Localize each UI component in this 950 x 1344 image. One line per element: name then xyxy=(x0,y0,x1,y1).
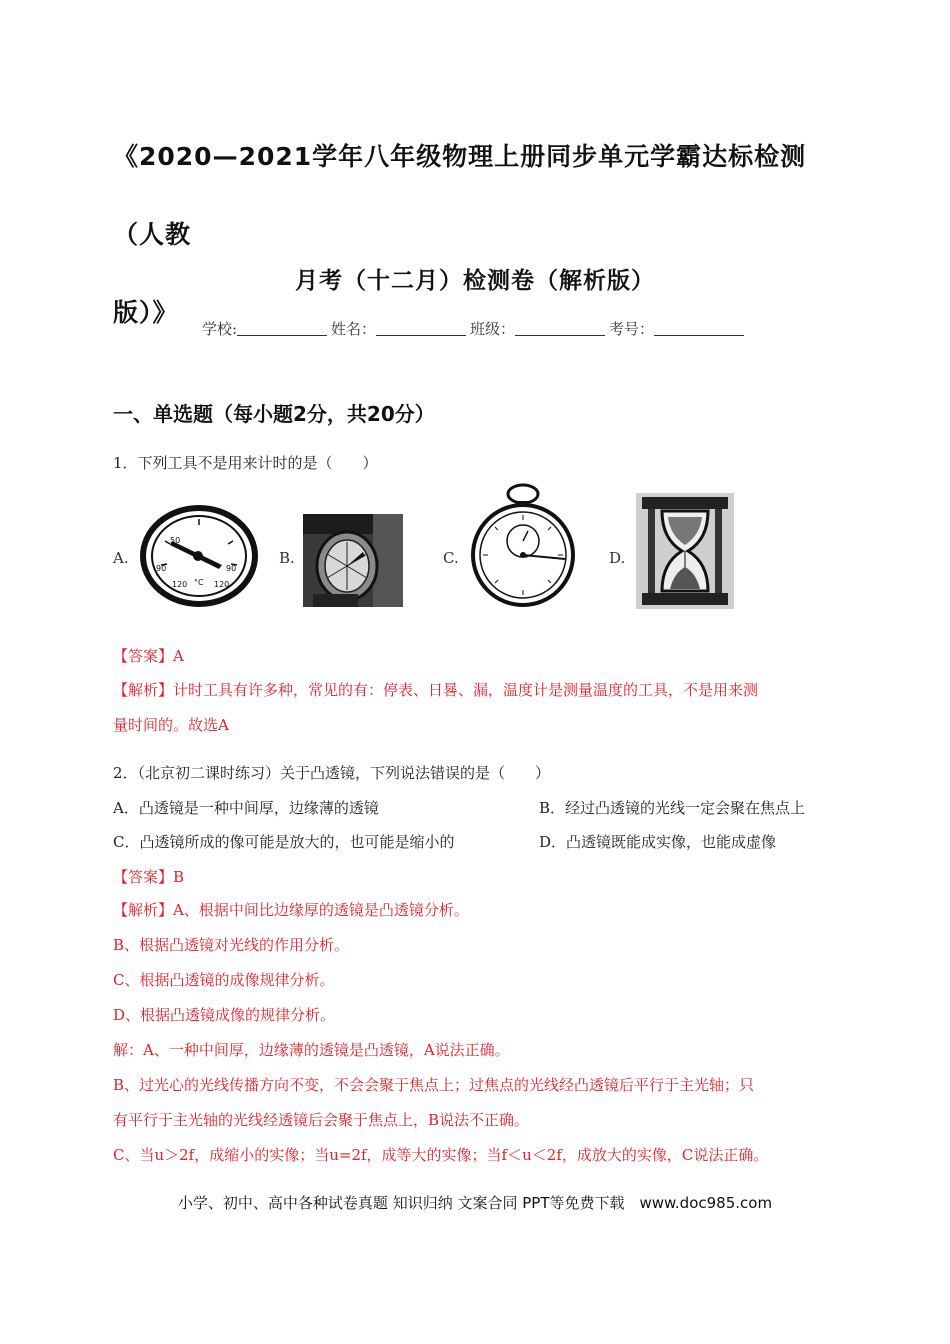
q2-option-b: B．经过凸透镜的光线一定会聚在焦点上 xyxy=(539,799,806,817)
q1-option-d-label: D. xyxy=(609,549,626,567)
document-subtitle: 月考（十二月）检测卷（解析版） xyxy=(295,268,655,294)
q1-stem: 1．下列工具不是用来计时的是（ ） xyxy=(113,454,378,472)
page-footer: 小学、初中、高中各种试卷真题 知识归纳 文案合同 PPT等免费下载 www.doc985.com xyxy=(177,1194,773,1212)
q1-option-b-label: B. xyxy=(279,549,295,567)
sundial-image xyxy=(303,514,403,607)
q2-stem: 2．（北京初二课时练习）关于凸透镜，下列说法错误的是（ ） xyxy=(113,764,551,782)
thermo-label-90-left: 90 xyxy=(156,564,167,573)
stopwatch-image xyxy=(468,483,578,607)
q1-analysis-line-1: 【解析】计时工具有许多种，常见的有：停表、日晷、漏，温度计是测量温度的工具，不是用来测 xyxy=(113,681,759,699)
q2-analysis-line: 有平行于主光轴的光线经透镜后会聚于焦点上，B说法不正确。 xyxy=(113,1111,530,1129)
q2-analysis-line: B、根据凸透镜对光线的作用分析。 xyxy=(113,936,350,954)
section-heading: 一、单选题（每小题2分，共20分） xyxy=(113,402,435,426)
q2-analysis-line: 解：A、一种中间厚，边缘薄的透镜是凸透镜，A说法正确。 xyxy=(113,1041,510,1059)
q1-analysis-line-2: 量时间的。故选A xyxy=(113,716,229,734)
exam-no-blank[interactable] xyxy=(654,321,744,336)
document-title xyxy=(113,118,843,352)
thermo-label-120-right: 120 xyxy=(214,580,230,589)
q2-analysis-line: C、当u＞2f，成缩小的实像；当u=2f，成等大的实像；当f＜u＜2f，成放大的实像，C说法正确。 xyxy=(113,1146,769,1164)
thermometer-dial-image xyxy=(140,505,258,607)
name-blank[interactable] xyxy=(376,321,466,336)
name-label: 姓名： xyxy=(331,320,377,338)
thermo-label-90-right: 90 xyxy=(226,564,237,573)
title-line-2: 版）》 xyxy=(113,298,179,327)
q2-analysis-line: D、根据凸透镜成像的规律分析。 xyxy=(113,1006,336,1024)
q2-analysis xyxy=(113,893,838,1173)
thermo-label-unit: °C xyxy=(194,578,204,587)
q2-analysis-line: B、过光心的光线传播方向不变，不会会聚于焦点上；过焦点的光线经凸透镜后平行于主光轴；只 xyxy=(113,1076,755,1094)
hourglass-image xyxy=(636,493,734,609)
exam-no-label: 考号： xyxy=(609,320,655,338)
class-blank[interactable] xyxy=(515,321,605,336)
student-info-line xyxy=(0,318,950,339)
q2-analysis-line: 【解析】A、根据中间比边缘厚的透镜是凸透镜分析。 xyxy=(113,901,469,919)
q2-option-a: A．凸透镜是一种中间厚，边缘薄的透镜 xyxy=(113,799,379,817)
q1-option-a-label: A. xyxy=(113,549,129,567)
q2-analysis-line: C、根据凸透镜的成像规律分析。 xyxy=(113,971,335,989)
q2-answer: 【答案】B xyxy=(113,868,185,886)
q1-analysis xyxy=(113,673,838,743)
school-label: 学校: xyxy=(201,320,237,338)
q1-option-c-label: C. xyxy=(443,549,459,567)
q1-answer: 【答案】A xyxy=(113,647,184,665)
q2-option-d: D．凸透镜既能成实像，也能成虚像 xyxy=(539,833,777,851)
title-line-1: 《2020—2021学年八年级物理上册同步单元学霸达标检测（人教 xyxy=(113,142,807,249)
q2-option-c: C．凸透镜所成的像可能是放大的，也可能是缩小的 xyxy=(113,833,455,851)
thermo-label-50: 50 xyxy=(170,536,181,545)
school-blank[interactable] xyxy=(237,321,327,336)
thermo-label-120-left: 120 xyxy=(172,580,188,589)
class-label: 班级： xyxy=(470,320,516,338)
